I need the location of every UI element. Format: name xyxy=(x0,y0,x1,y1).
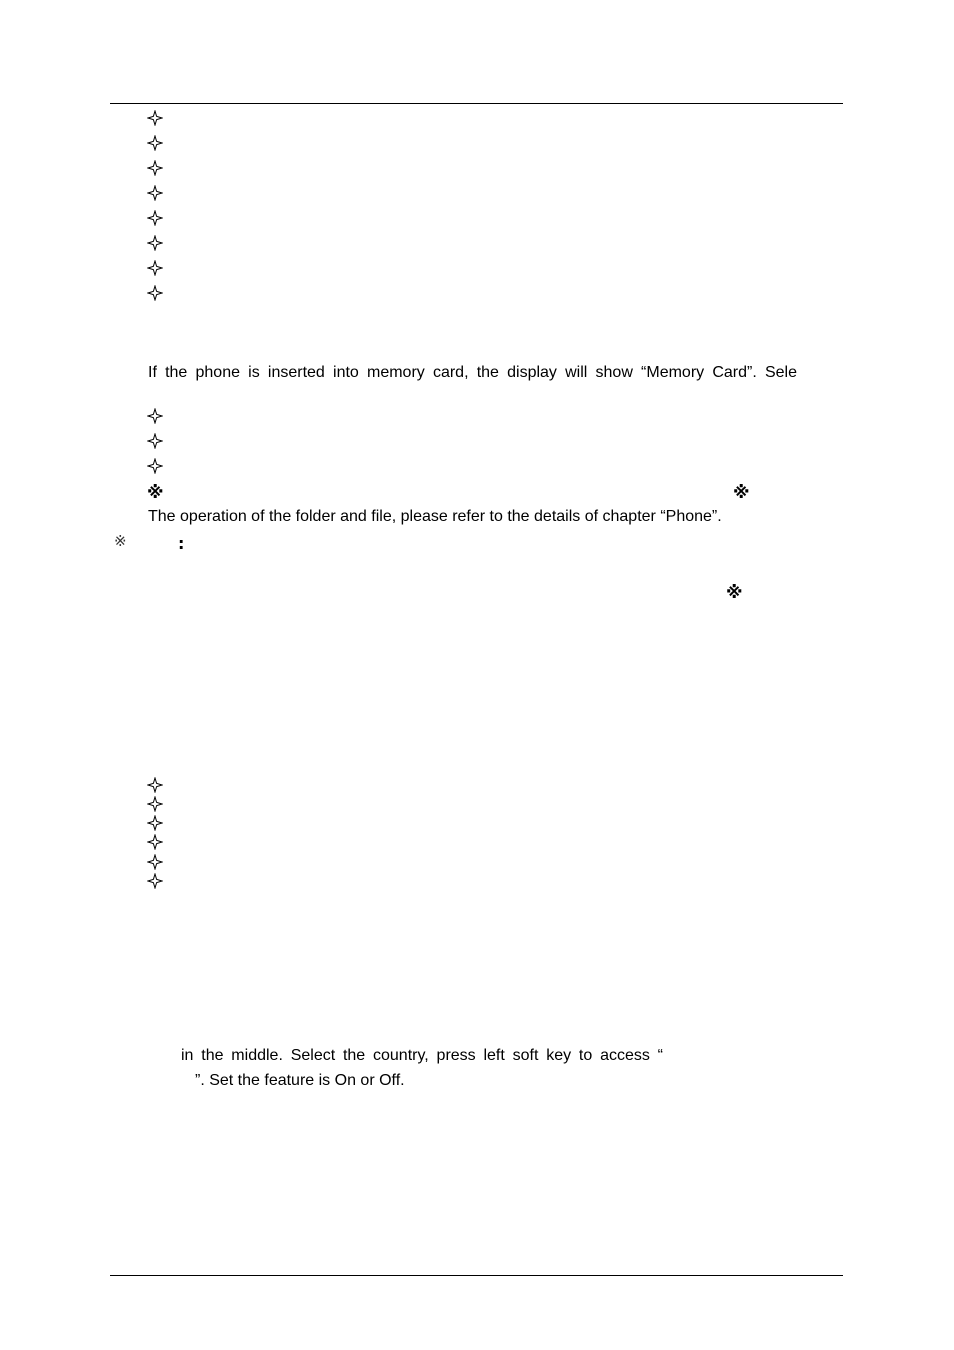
bullet-star-icon xyxy=(147,210,163,226)
note-colon: : xyxy=(178,534,185,553)
folder-note-text: The operation of the folder and file, please refer to the details of chapter “Phone”. xyxy=(148,508,722,525)
bullet-star-icon xyxy=(147,160,163,176)
reference-mark-icon: ※ xyxy=(733,483,750,503)
memory-card-text: If the phone is inserted into memory card, the display will show “Memory Card”. Sele xyxy=(148,364,797,381)
reference-mark-icon: ※ xyxy=(147,483,164,503)
footer-rule xyxy=(110,1275,843,1276)
bullet-star-icon xyxy=(147,110,163,126)
bullet-star-icon xyxy=(147,777,163,793)
bullet-star-icon xyxy=(147,235,163,251)
header-rule xyxy=(110,103,843,104)
bullet-star-icon xyxy=(147,854,163,870)
bullet-star-icon xyxy=(147,873,163,889)
bullet-star-icon xyxy=(147,815,163,831)
country-instruction-text: in the middle. Select the country, press left soft key to access “ xyxy=(181,1047,663,1064)
bullet-star-icon xyxy=(147,285,163,301)
bullet-star-icon xyxy=(147,796,163,812)
bullet-star-icon xyxy=(147,458,163,474)
bullet-star-icon xyxy=(147,834,163,850)
bullet-star-icon xyxy=(147,135,163,151)
bullet-star-icon xyxy=(147,433,163,449)
reference-mark-icon: ※ xyxy=(726,583,743,603)
bullet-star-icon xyxy=(147,408,163,424)
feature-instruction-text: ”. Set the feature is On or Off. xyxy=(195,1072,405,1089)
reference-mark-icon: ※ xyxy=(114,532,127,550)
bullet-star-icon xyxy=(147,185,163,201)
bullet-star-icon xyxy=(147,260,163,276)
